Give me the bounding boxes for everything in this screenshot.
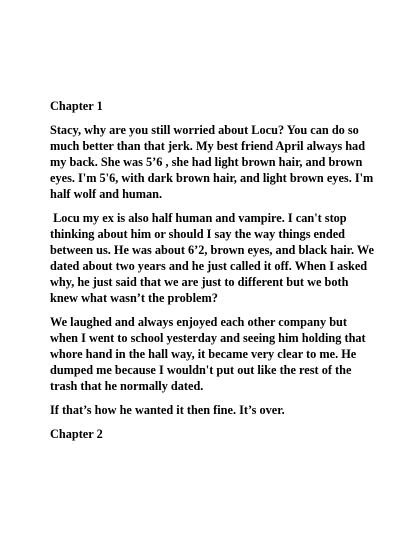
paragraph-2: Locu my ex is also half human and vampire. I can't stop thinking about him or should I say the way things ended between us. He was about 6’2, brown eyes, and black hair. We dated about two years and he just called it off. When I asked why, he just said that we are just to different but we both knew what wasn’t the problem? (50, 211, 378, 305)
chapter-2-heading: Chapter 2 (50, 427, 103, 441)
paragraph-4: If that’s how he wanted it then fine. It’s over. (50, 403, 285, 417)
document-page (50, 98, 378, 450)
paragraph-3: We laughed and always enjoyed each other company but when I went to school yesterday and seeing him holding that whore hand in the hall way, it became very clear to me. He dumped me because I wouldn't put out like the rest of the trash that he normally dated. (50, 315, 369, 393)
chapter-1-heading: Chapter 1 (50, 99, 103, 113)
paragraph-1: Stacy, why are you still worried about Locu? You can do so much better than that jerk. My best friend April always had my back. She was 5’6 , she had light brown hair, and brown eyes. I'm 5'6, with dark brown hair, and light brown eyes. I'm half wolf and human. (50, 123, 377, 201)
